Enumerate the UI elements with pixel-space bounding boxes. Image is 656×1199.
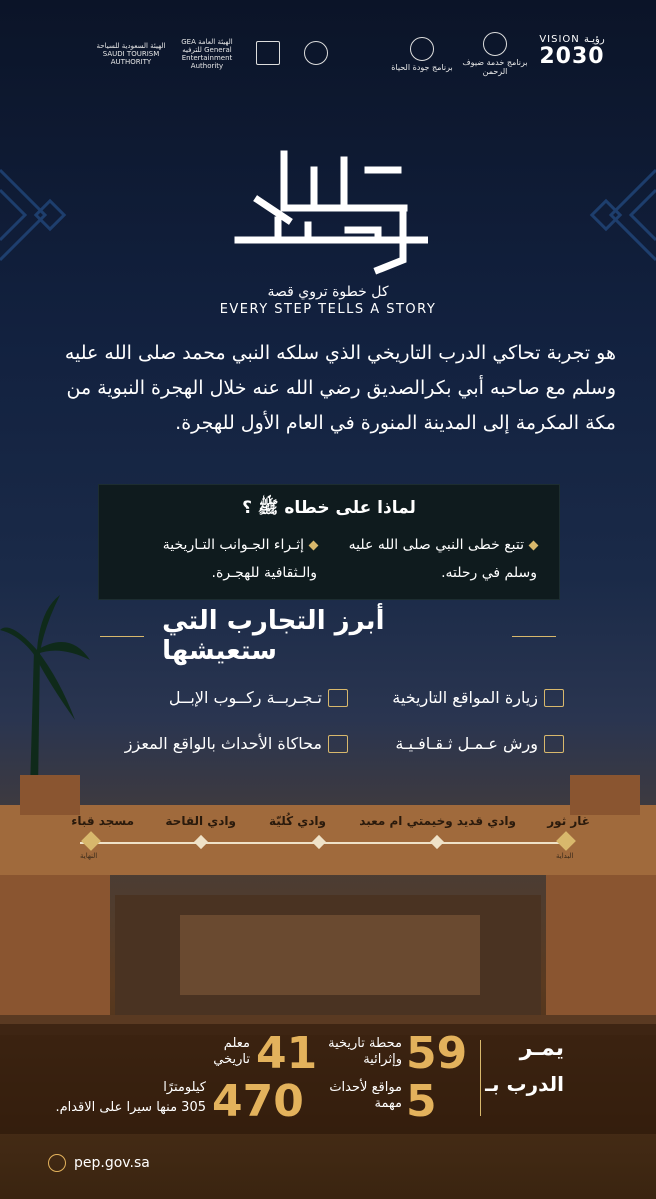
stats-divider [480,1040,481,1116]
experience-item [395,734,564,753]
experience-item [125,734,348,753]
diamond-bullet-icon [529,540,539,550]
logo-text: برنامج جودة الحياة [391,62,453,72]
palm-tree [0,590,90,800]
guests-of-rahman-logo [460,30,530,78]
logo-text: برنامج خدمة ضيوف الرحمن [462,58,528,76]
historic-site-icon [544,689,564,707]
quality-of-life-icon [410,37,434,61]
globe-icon [48,1154,66,1172]
ministry-icon [304,41,328,65]
highlights-heading [100,606,556,666]
stat-label: معلم تاريخي [213,1036,250,1067]
route-stop-label: وادي كُليّة [269,814,326,828]
stat-value: 5 [406,1076,437,1127]
why-point-1 [337,531,537,587]
stat-label: محطة تاريخية وإثرائية [328,1036,402,1067]
experience-item [392,688,564,707]
route-stop-label: مسجد قباء [71,814,134,828]
title-calligraphy [228,150,428,280]
vision-2030-logo [536,34,608,69]
ministry-logo [296,30,336,78]
quality-of-life-logo [390,30,454,78]
saudi-emblem-logo [250,30,286,78]
logo-text: الهيئة السعودية للسياحة SAUDI TOURISM AUTHORITY [96,42,166,66]
stat-label: مواقع لأحداث مهمة [329,1080,402,1111]
ar-headset-icon [328,735,348,753]
why-title: لماذا على خطاه ﷺ ؟ [242,498,416,518]
footer-url[interactable]: pep.gov.sa [74,1155,150,1171]
why-point-text: إثـراء الجـوانب التـاريخية والـثقافية للهجـرة. [162,537,317,581]
route-end-label: النهاية [80,852,98,860]
stat-sublabel: 305 منها سيرا على الاقدام. [55,1100,206,1115]
route-stop-label: وادي قديد وخيمتي ام معبد [359,814,516,828]
diamond-bullet-icon [309,540,319,550]
left-ornament [0,150,70,280]
tagline-english: EVERY STEP TELLS A STORY [219,302,437,317]
intro-paragraph: هو تجربة تحاكي الدرب التاريخي الذي سلكه النبي محمد صلى الله عليه وسلم مع صاحبه أبي بكرالصديق رضي الله عنه خلال الهجرة النبوية من مكة المكرمة إلى المدينة المنورة في العام الأول للهجرة. [64,342,616,434]
route-start-label: البداية [556,852,574,860]
route-stop-label: وادي القاحة [165,814,236,828]
divider [512,636,556,637]
experience-item [169,688,348,707]
experience-label: زيارة المواقع التاريخية [392,688,538,707]
palm-swords-icon [256,41,280,65]
tagline-arabic: كل خطوة تروي قصة [267,284,389,300]
why-point-text: تتبع خطى النبي صلى الله عليه وسلم في رحلته. [348,537,537,581]
camel-icon [328,689,348,707]
right-ornament [586,150,656,280]
why-box [98,484,560,600]
stats-lead-1: يمـر [519,1036,564,1061]
guests-of-rahman-icon [483,32,507,56]
stat-value: 59 [406,1028,468,1079]
route-stop-label: غار ثور [547,814,590,828]
highlights-title: أبرز التجارب التي ستعيشها [162,606,385,666]
logo-bar [0,30,656,80]
stat-value: 41 [256,1028,318,1079]
vision-line1: VISION رؤيـة [539,34,605,45]
vision-line2: 2030 [539,44,605,69]
divider [100,636,144,637]
tourism-authority-logo [96,30,166,78]
gea-logo [176,30,238,78]
experience-label: محاكاة الأحداث بالواقع المعزز [124,734,322,753]
stat-label: كيلومترًا [163,1080,206,1095]
stat-value: 470 [212,1076,304,1127]
stats-lead-2: الدرب بـ [485,1072,564,1096]
why-point-2 [117,531,317,587]
experience-label: ورش عـمـل ثـقـافـيـة [395,734,538,753]
workshop-icon [544,735,564,753]
experience-label: تـجـربــة ركــوب الإبــل [168,688,322,707]
logo-text: GEA الهيئة العامة للترفيه General Entertainment Authority [181,38,233,70]
footer-link[interactable] [48,1154,150,1172]
